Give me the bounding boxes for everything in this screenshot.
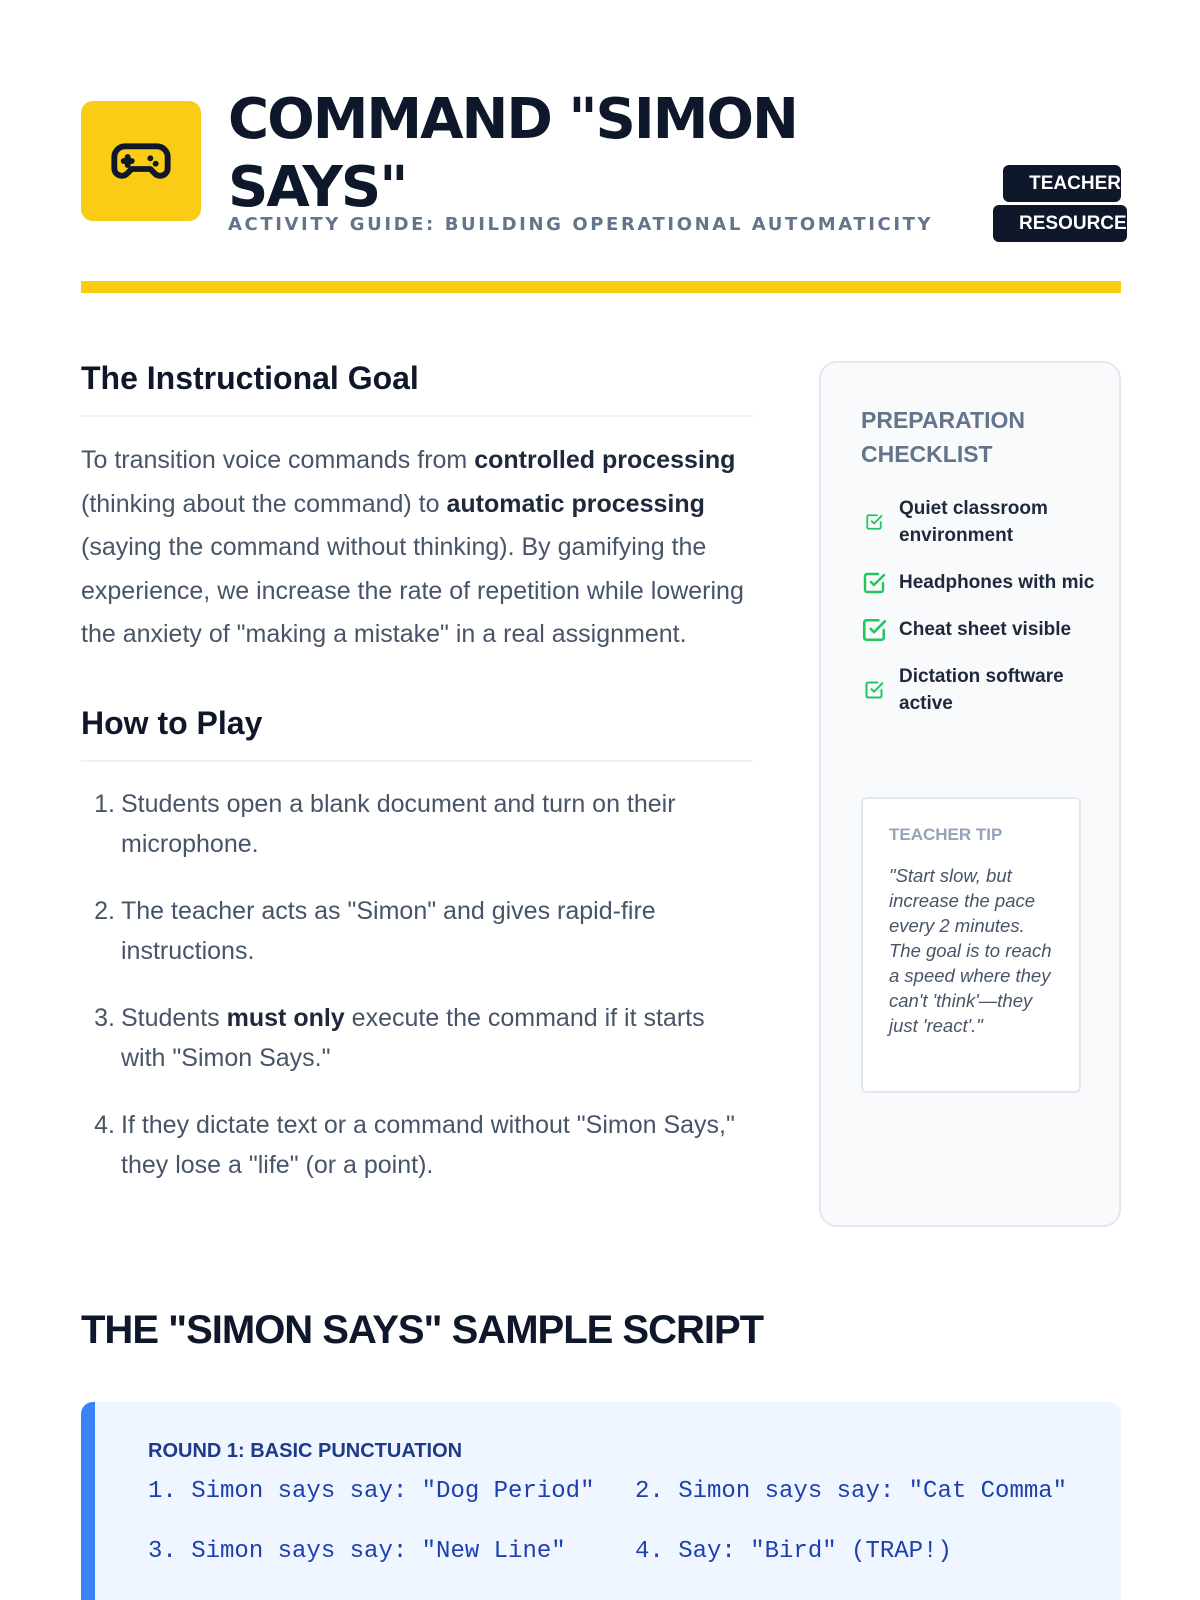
how-to-play-heading: How to Play <box>81 705 753 762</box>
checkbox-checked-icon <box>861 617 887 643</box>
checklist-item-label: Headphones with mic <box>899 572 1095 593</box>
steps-list <box>81 784 753 1185</box>
step-number: 3. <box>94 1003 115 1032</box>
step-text: The teacher acts as "Simon" and gives rapid-fire instructions. <box>121 896 656 965</box>
page-subtitle: ACTIVITY GUIDE: BUILDING OPERATIONAL AUTOMATICITY <box>228 214 934 235</box>
checkbox-checked-icon <box>861 677 887 703</box>
step-text-bold: must only <box>226 1003 345 1032</box>
teacher-resource-badge: TEACHER RESOURCE <box>993 165 1127 242</box>
step-text <box>121 998 753 1078</box>
goal-bold-1: controlled processing <box>474 446 736 474</box>
checkbox-checked-icon <box>861 570 887 596</box>
preparation-sidebar <box>819 361 1121 1227</box>
checklist-item-label: Quiet classroom environment <box>899 498 1048 546</box>
step-number: 2. <box>94 896 115 925</box>
step-number: 4. <box>94 1110 115 1139</box>
badge-wrap <box>993 164 1127 244</box>
step-text: If they dictate text or a command without "Simon Says," they lose a "life" (or a point). <box>121 1110 735 1179</box>
page-title: COMMAND "SIMON SAYS" <box>228 87 797 220</box>
main-column <box>81 360 753 1212</box>
step-text-pre: Students <box>121 1003 227 1032</box>
checklist <box>861 495 1101 737</box>
step-item <box>81 891 753 971</box>
step-text: Students open a blank document and turn on their microphone. <box>121 789 676 858</box>
checklist-item <box>861 569 1101 596</box>
goal-text-2: (thinking about the command) to <box>81 489 447 518</box>
step-number: 1. <box>94 789 115 818</box>
teacher-tip-card <box>861 797 1081 1093</box>
goal-text-3: (saying the command without thinking). By gamifying the experience, we increase the rate of repetition while lowering the anxiety of "making a mistake" in a real assignment. <box>81 533 744 648</box>
step-item <box>81 784 753 864</box>
page-header <box>81 86 1127 246</box>
logo-tile <box>81 101 201 221</box>
step-item <box>81 1105 753 1185</box>
step-text-post: execute the command if it starts with "Simon Says." <box>121 1003 705 1072</box>
script-line: 1. Simon says say: "Dog Period" <box>148 1478 595 1505</box>
checklist-item <box>861 663 1101 717</box>
checklist-item-label: Cheat sheet visible <box>899 619 1072 640</box>
goal-heading: The Instructional Goal <box>81 360 753 417</box>
gamepad-icon <box>109 129 173 193</box>
sample-script-heading: THE "SIMON SAYS" SAMPLE SCRIPT <box>81 1308 764 1352</box>
step-item <box>81 998 753 1078</box>
header-divider <box>81 281 1121 293</box>
goal-bold-2: automatic processing <box>446 489 705 518</box>
checklist-item-label: Dictation software active <box>899 666 1064 714</box>
teacher-tip-title: TEACHER TIP <box>889 825 1003 844</box>
goal-paragraph <box>81 439 753 657</box>
checklist-item <box>861 495 1101 549</box>
script-line: 4. Say: "Bird" (TRAP!) <box>635 1538 952 1565</box>
goal-text-1: To transition voice commands from <box>81 446 475 474</box>
sample-script-box <box>81 1402 1121 1600</box>
teacher-tip-text: "Start slow, but increase the pace every 2 minutes. The goal is to reach a speed where they can't 'think'—they just 'react'." <box>889 865 1052 1036</box>
checklist-item <box>861 616 1101 643</box>
checklist-title: PREPARATION CHECKLIST <box>861 407 1025 467</box>
checkbox-checked-icon <box>861 509 887 535</box>
script-line: 3. Simon says say: "New Line" <box>148 1538 566 1565</box>
round-title: ROUND 1: BASIC PUNCTUATION <box>148 1440 463 1462</box>
script-line: 2. Simon says say: "Cat Comma" <box>635 1478 1068 1505</box>
